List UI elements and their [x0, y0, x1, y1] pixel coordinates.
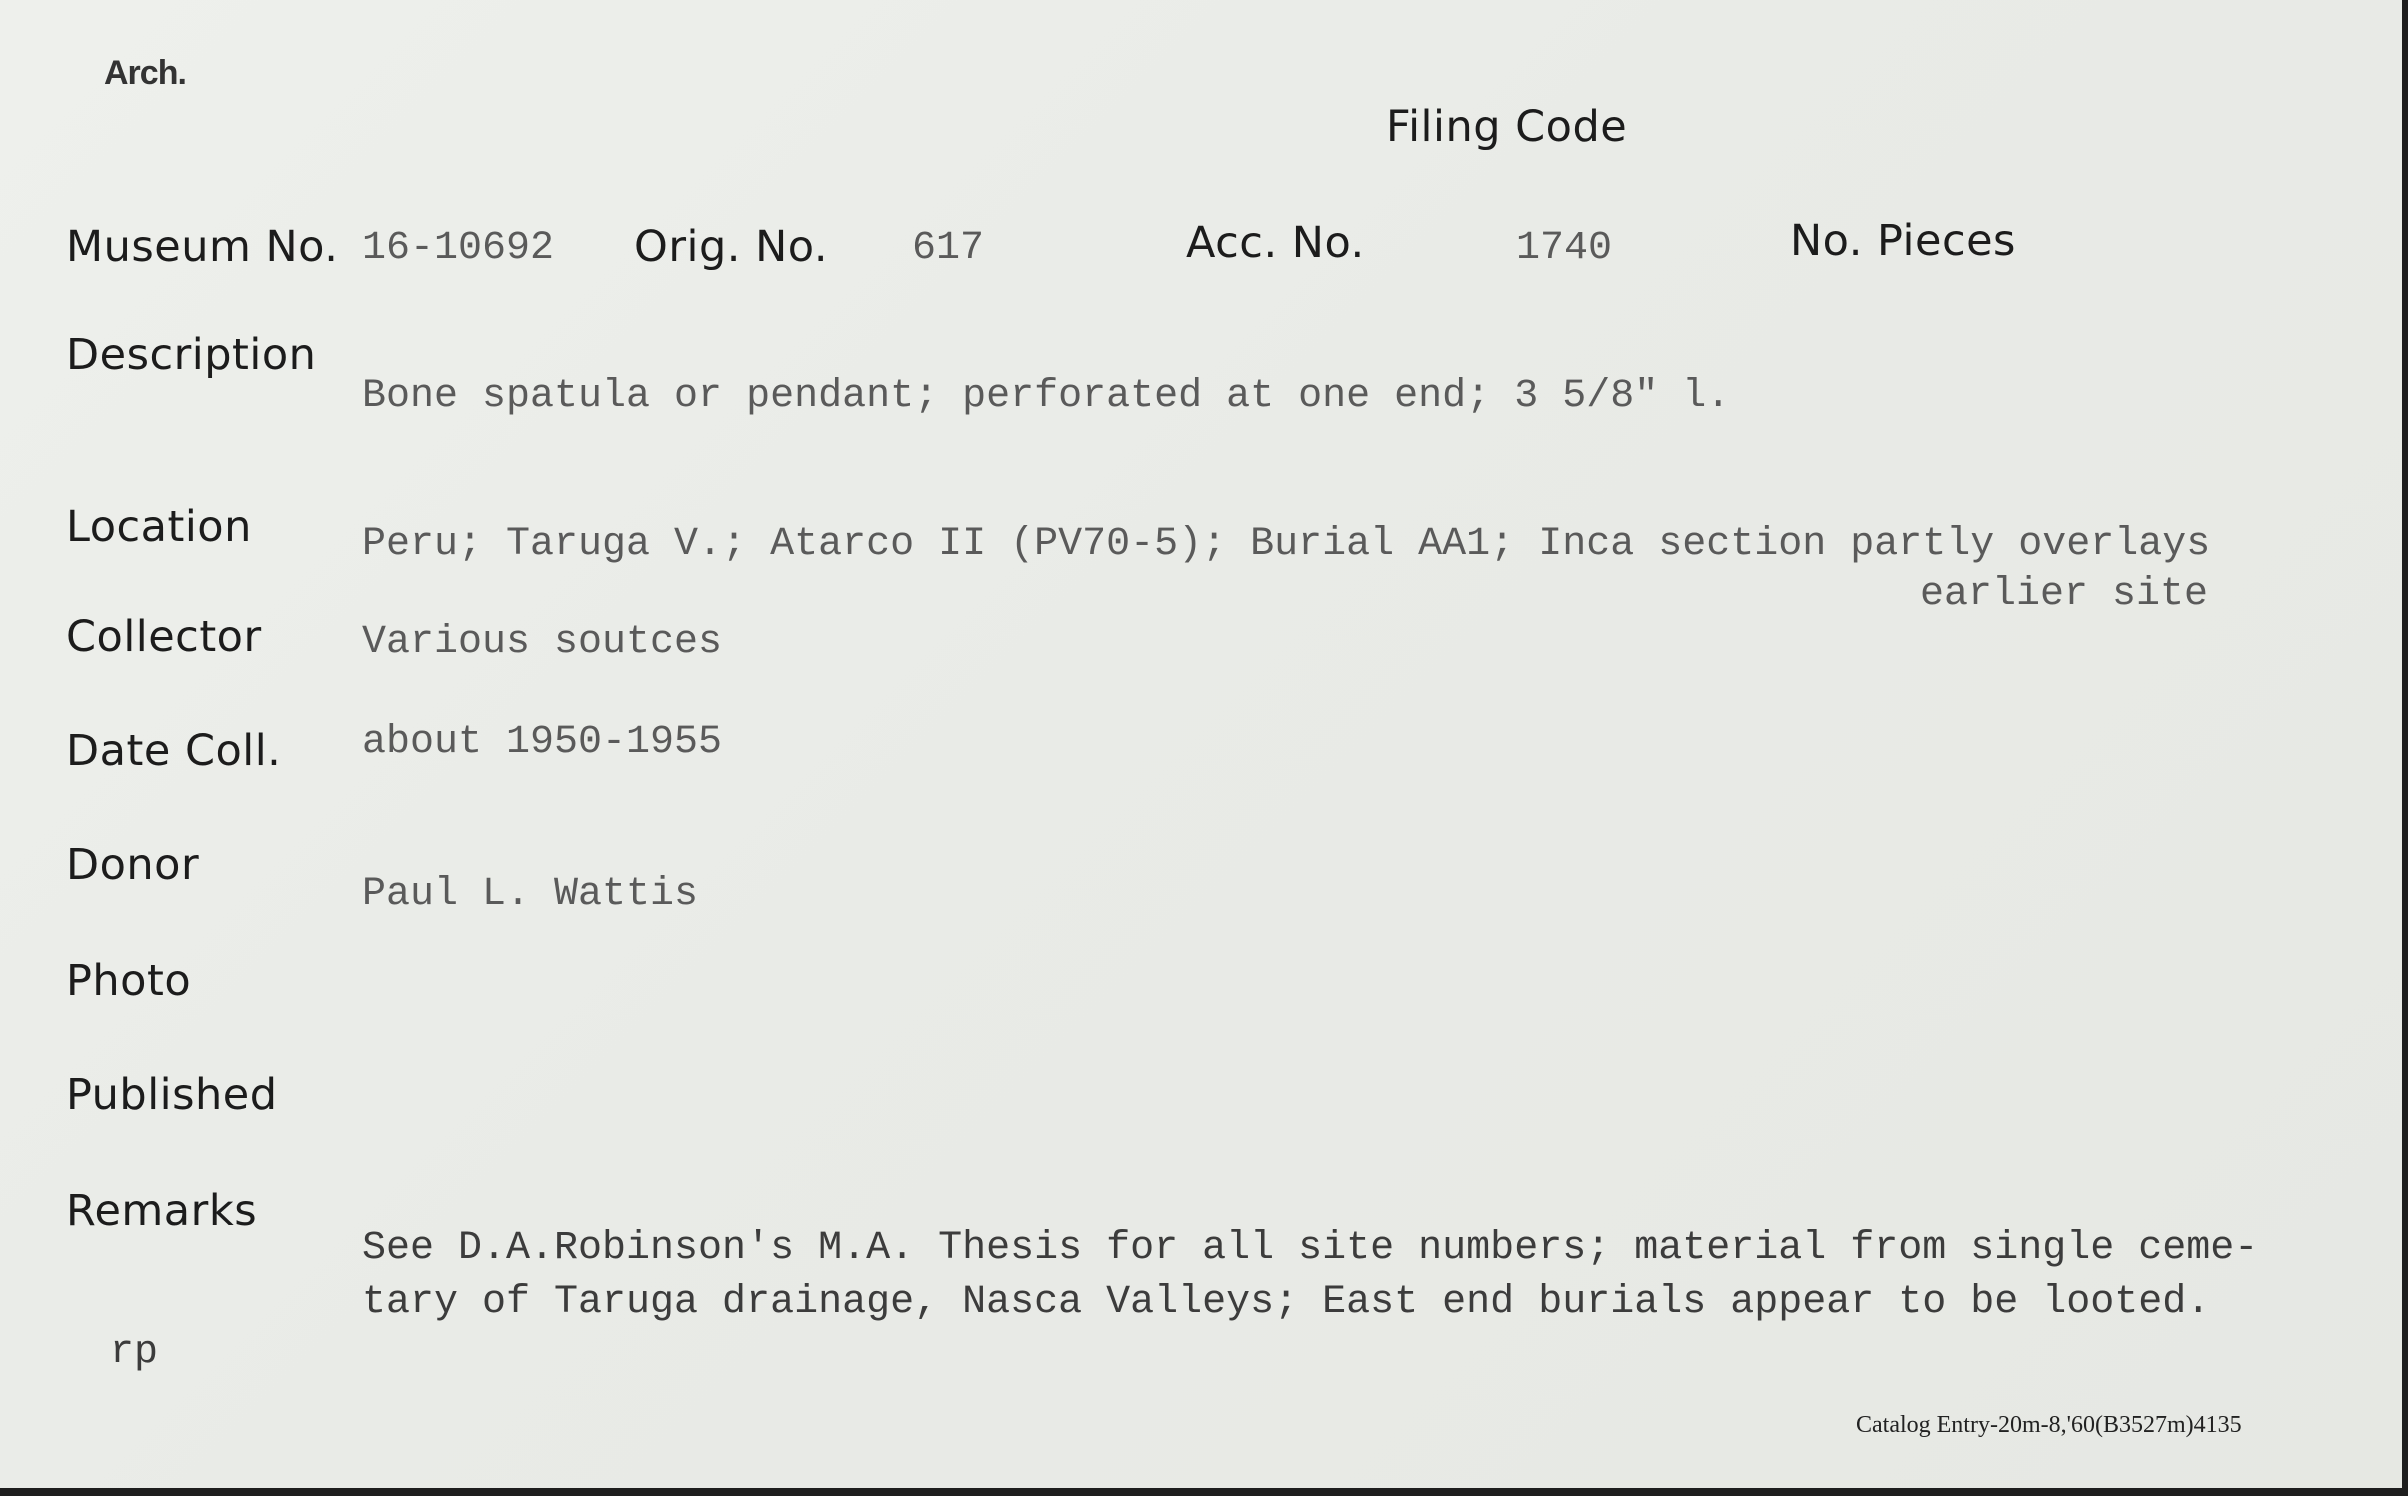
corner-mark: Arch. — [104, 54, 186, 92]
remarks-value-line2: tary of Taruga drainage, Nasca Valleys; East end burials appear to be looted. — [362, 1280, 2211, 1325]
remarks-label: Remarks — [66, 1186, 258, 1236]
location-label: Location — [66, 502, 252, 552]
museum-no-label: Museum No. — [66, 222, 339, 272]
acc-no-label: Acc. No. — [1186, 218, 1365, 268]
collector-value: Various soutces — [362, 620, 723, 665]
no-pieces-label: No. Pieces — [1790, 216, 2016, 266]
catalog-footer: Catalog Entry-20m-8,'60(B3527m)4135 — [1856, 1412, 2242, 1438]
initials: rp — [110, 1330, 159, 1375]
published-label: Published — [66, 1070, 278, 1120]
photo-label: Photo — [66, 956, 192, 1006]
filing-code-label: Filing Code — [1386, 102, 1628, 152]
acc-no-value: 1740 — [1516, 226, 1613, 271]
description-value: Bone spatula or pendant; perforated at one end; 3 5/8" l. — [362, 374, 1731, 419]
remarks-value-line1: See D.A.Robinson's M.A. Thesis for all site numbers; material from single ceme- — [362, 1226, 2259, 1271]
location-value-line2: earlier site — [1920, 572, 2209, 617]
date-coll-label: Date Coll. — [66, 726, 282, 776]
orig-no-value: 617 — [912, 226, 985, 271]
donor-value: Paul L. Wattis — [362, 872, 699, 917]
date-coll-value: about 1950-1955 — [362, 720, 723, 765]
description-label: Description — [66, 330, 317, 380]
museum-no-value: 16-10692 — [362, 226, 555, 271]
location-value-line1: Peru; Taruga V.; Atarco II (PV70-5); Burial AA1; Inca section partly overlays — [362, 522, 2211, 567]
collector-label: Collector — [66, 612, 262, 662]
donor-label: Donor — [66, 840, 200, 890]
orig-no-label: Orig. No. — [634, 222, 828, 272]
